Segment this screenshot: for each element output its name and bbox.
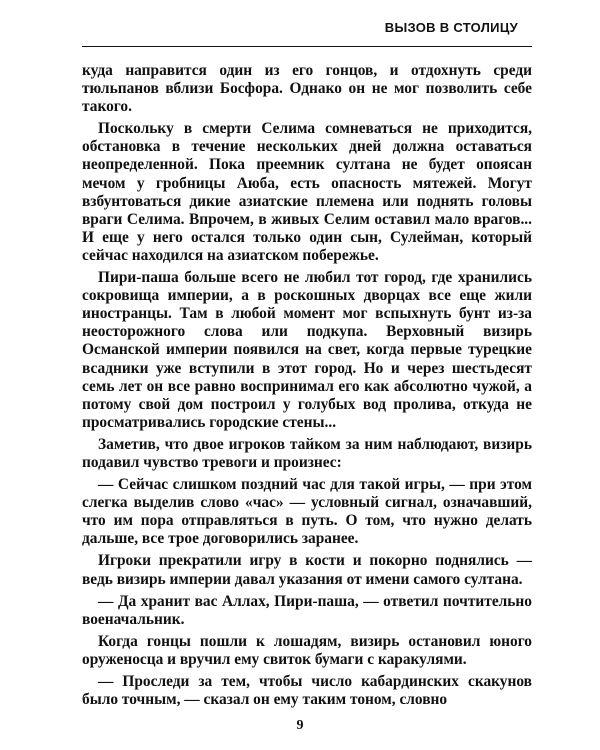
page-number: 9 <box>296 718 304 733</box>
paragraph: Когда гонцы пошли к лошадям, визирь остановил юного оруженосца и вручил ему свиток бумаги с каракулями. <box>82 632 532 668</box>
paragraph-continued: куда направится один из его гонцов, и отдохнуть среди тюльпанов вблизи Босфора. Однако он не мог позволить себе такого. <box>82 62 532 116</box>
dialogue-paragraph: — Да хранит вас Аллах, Пири-паша, — ответил почтительно военачальник. <box>82 592 532 628</box>
paragraph: Поскольку в смерти Селима сомневаться не приходится, обстановка в течение нескольких дней должна оставаться неопределенной. Пока преемник султана не будет опоясан мечом у гробницы Аюба, есть опасность мятежей. Могут взбунтоваться дикие азиатские племена или поднять головы враги Селима. Впрочем, в живых Селим оставил мало врагов... И еще у него остался только один сын, Сулейман, который сейчас находился на азиатском побережье. <box>82 120 532 264</box>
body-text <box>82 62 532 713</box>
header-rule <box>82 46 532 47</box>
paragraph: Заметив, что двое игроков тайком за ним наблюдают, визирь подавил чувство тревоги и произнес: <box>82 435 532 471</box>
dialogue-paragraph: — Проследи за тем, чтобы число кабардинских скакунов было точным, — сказал он ему таким тоном, словно <box>82 673 532 709</box>
dialogue-paragraph: — Сейчас слишком поздний час для такой игры, — при этом слегка выделив слово «час» — условный сигнал, означавший, что им пора отправляться в путь. О том, что нужно делать дальше, все трое договорились заранее. <box>82 476 532 548</box>
paragraph: Игроки прекратили игру в кости и покорно поднялись — ведь визирь империи давал указания от имени самого султана. <box>82 552 532 588</box>
running-header: ВЫЗОВ В СТОЛИЦУ <box>384 20 518 35</box>
paragraph: Пири-паша больше всего не любил тот город, где хранились сокровища империи, а в роскошных дворцах все еще жили иностранцы. Там в любой момент мог вспыхнуть бунт из-за неосторожного слова или подкупа. Верховный визирь Османской империи появился на свет, когда первые турецкие всадники уже вступили в этот город. Но и через шестьдесят семь лет он все равно воспринимал его как абсолютно чужой, а потому свой дом построил у голубых вод пролива, откуда не просматривались городские стены... <box>82 269 532 431</box>
